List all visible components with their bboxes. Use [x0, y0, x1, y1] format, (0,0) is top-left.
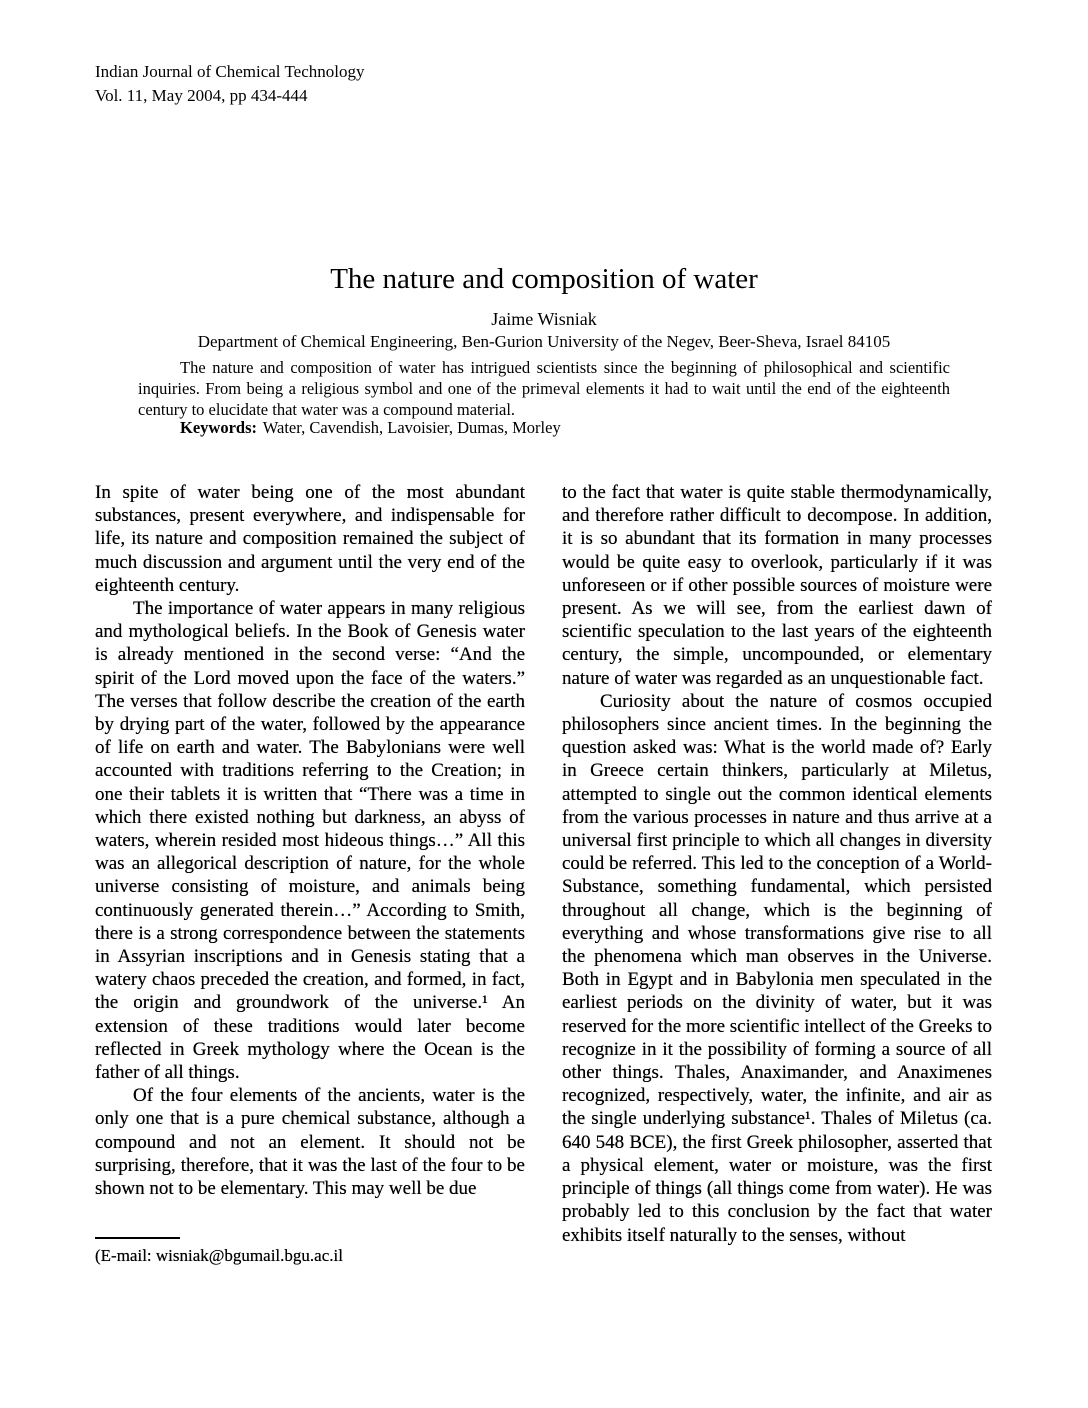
- article-body: [95, 481, 992, 1247]
- footnote-email: (E-mail: wisniak@bgumail.bgu.ac.il: [95, 1246, 343, 1265]
- body-paragraph: Curiosity about the nature of cosmos occupied philosophers since ancient times. In the beginning the question asked was: What is the world made of? Early in Greece certain thinkers, particularly at Miletus, attempted to single out the common identical elements from the various processes in nature and thus arrive at a universal first principle to which all changes in diversity could be referred. This led to the conception of a World-Substance, something fundamental, which persisted throughout all change, which is the beginning of everything and whose transformations give rise to all the phenomena which man observes in the Universe. Both in Egypt and in Babylonia men speculated in the earliest periods on the divinity of water, but it was reserved for the more scientific intellect of the Greeks to recognize in it the possibility of forming a source of all other things. Thales, Anaximander, and Anaximenes recognized, respectively, water, the infinite, and air as the single underlying substance¹. Thales of Miletus (ca. 640 548 BCE), the first Greek philosopher, asserted that a physical element, water or moisture, was the first principle of things (all things come from water). He was probably led to this conclusion by the fact that water exhibits itself naturally to the senses, without: [562, 690, 992, 1246]
- body-paragraph: Of the four elements of the ancients, water is the only one that is a pure chemical substance, although a compound and not an element. It should not be surprising, therefore, that it was the last of the four to be shown not to be elementary. This may well be due: [95, 1085, 525, 1200]
- keywords-label: Keywords:: [180, 418, 257, 437]
- journal-issue: Vol. 11, May 2004, pp 434-444: [95, 86, 308, 105]
- right-column: [562, 481, 992, 1247]
- journal-masthead: [95, 60, 365, 108]
- article-title: The nature and composition of water: [330, 263, 758, 295]
- body-paragraph: In spite of water being one of the most abundant substances, present everywhere, and indispensable for life, its nature and composition remained the subject of much discussion and argument until the very end of the eighteenth century.: [95, 482, 525, 596]
- keywords-line: [180, 418, 561, 438]
- abstract-text: The nature and composition of water has intrigued scientists since the beginning of philosophical and scientific inquiries. From being a religious symbol and one of the primeval elements it had to wait until the end of the eighteenth century to elucidate that water was a compound material.: [138, 358, 950, 419]
- keywords-list: Water, Cavendish, Lavoisier, Dumas, Morley: [262, 418, 561, 437]
- footnote-divider: [95, 1237, 180, 1239]
- journal-name: Indian Journal of Chemical Technology: [95, 62, 365, 81]
- author-affiliation: Department of Chemical Engineering, Ben-Gurion University of the Negev, Beer-Sheva, Israel 84105: [197, 332, 891, 351]
- body-paragraph: The importance of water appears in many religious and mythological beliefs. In the Book of Genesis water is already mentioned in the second verse: “And the spirit of the Lord moved upon the face of the waters.” The verses that follow describe the creation of the earth by drying part of the water, followed by the appearance of life on earth and water. The Babylonians were well accounted with traditions referring to the Creation; in one their tablets it is written that “There was a time in which there existed nothing but darkness, an abyss of waters, wherein resided most hideous things…” All this was an allegorical description of nature, for the whole universe consisting of moisture, and animals being continuously generated therein…” According to Smith, there is a strong correspondence between the statements in Assyrian inscriptions and in Genesis stating that a watery chaos preceded the creation, and formed, in fact, the origin and groundwork of the universe.¹ An extension of these traditions would later become reflected in Greek mythology where the Ocean is the father of all things.: [95, 598, 525, 1084]
- body-paragraph: to the fact that water is quite stable thermodynamically, and therefore rather difficult to decompose. In addition, it is so abundant that its formation in many processes would be quite easy to overlook, particularly if it was unforeseen or if other possible sources of moisture were present. As we will see, from the earliest dawn of scientific speculation to the last years of the eighteenth century, the simple, uncompounded, or elementary nature of water was regarded as an unquestionable fact.: [562, 482, 992, 689]
- footnote: [95, 1237, 343, 1266]
- left-column: [95, 481, 525, 1247]
- author-name: Jaime Wisniak: [491, 309, 597, 329]
